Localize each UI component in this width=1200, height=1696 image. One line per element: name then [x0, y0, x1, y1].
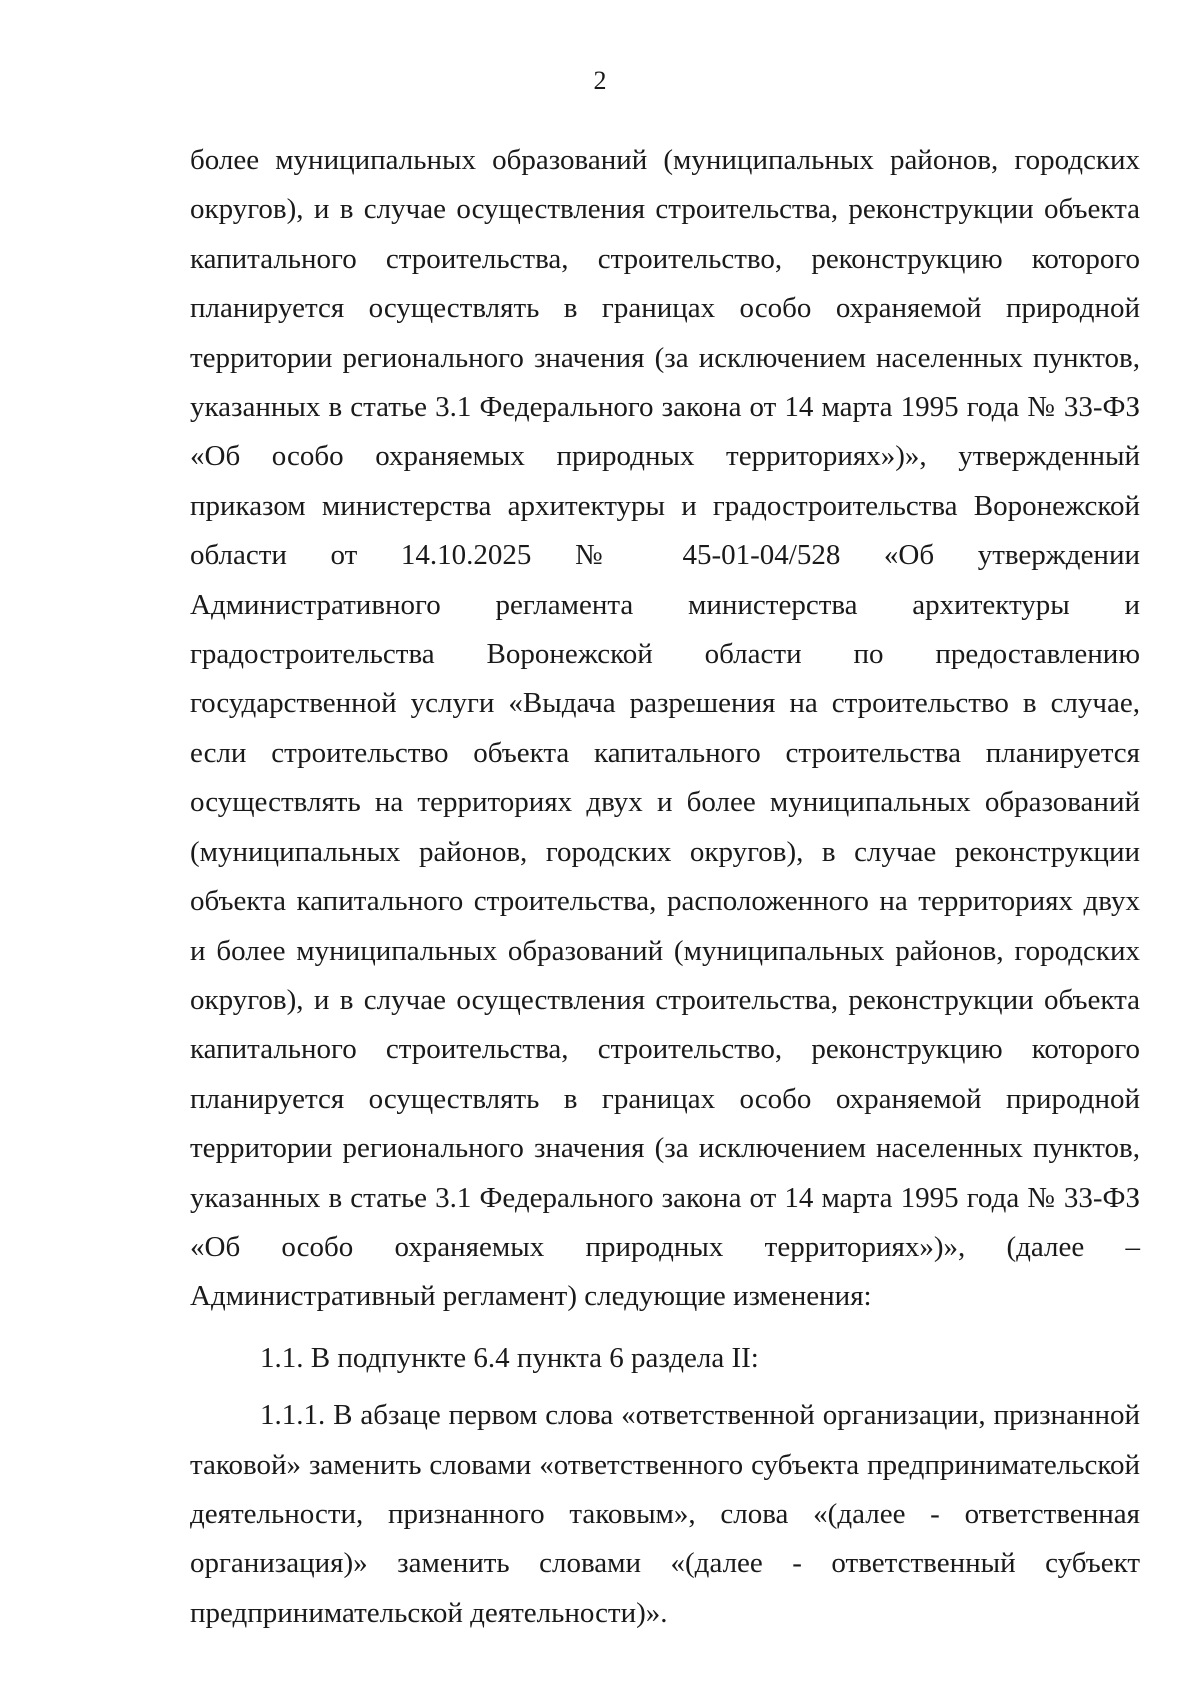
page-number: 2 [593, 66, 607, 95]
paragraph-item-1-1-1: 1.1.1. В абзаце первом слова «ответственной организации, признанной таковой» заменить словами «ответственного субъекта предпринимательской деятельности, признанного таковым», слова «(далее - ответственная организация)» заменить словами «(далее - ответственный субъект предпринимательской деятельности)». [190, 1399, 1140, 1629]
paragraph-item-1-1: 1.1. В подпункте 6.4 пункта 6 раздела II: [260, 1341, 759, 1374]
paragraph-continuation: более муниципальных образований (муниципальных районов, городских округов), и в случае осуществления строительства, реконструкции объекта капитального строительства, строительство, реконструкцию которого планируется осуществлять в границах особо охраняемой природной территории регионального значения (за исключением населенных пунктов, указанных в статье 3.1 Федерального закона от 14 марта 1995 года № 33-ФЗ «Об особо охраняемых природных территориях»)», утвержденный приказом министерства архитектуры и градостроительства Воронежской области от 14.10.2025 № 45-01-04/528 «Об утверждении Административного регламента министерства архитектуры и градостроительства Воронежской области по предоставлению государственной услуги «Выдача разрешения на строительство в случае, если строительство объекта капитального строительства планируется осуществлять на территориях двух и более муниципальных образований (муниципальных районов, городских округов), в случае реконструкции объекта капитального строительства, расположенного на территориях двух и более муниципальных образований (муниципальных районов, городских округов), и в случае осуществления строительства, реконструкции объекта капитального строительства, строительство, реконструкцию которого планируется осуществлять в границах особо охраняемой природной территории регионального значения (за исключением населенных пунктов, указанных в статье 3.1 Федерального закона от 14 марта 1995 года № 33-ФЗ «Об особо охраняемых природных территориях»)», (далее – Административный регламент) следующие изменения: [190, 144, 1140, 1313]
document-body [190, 136, 1140, 1638]
